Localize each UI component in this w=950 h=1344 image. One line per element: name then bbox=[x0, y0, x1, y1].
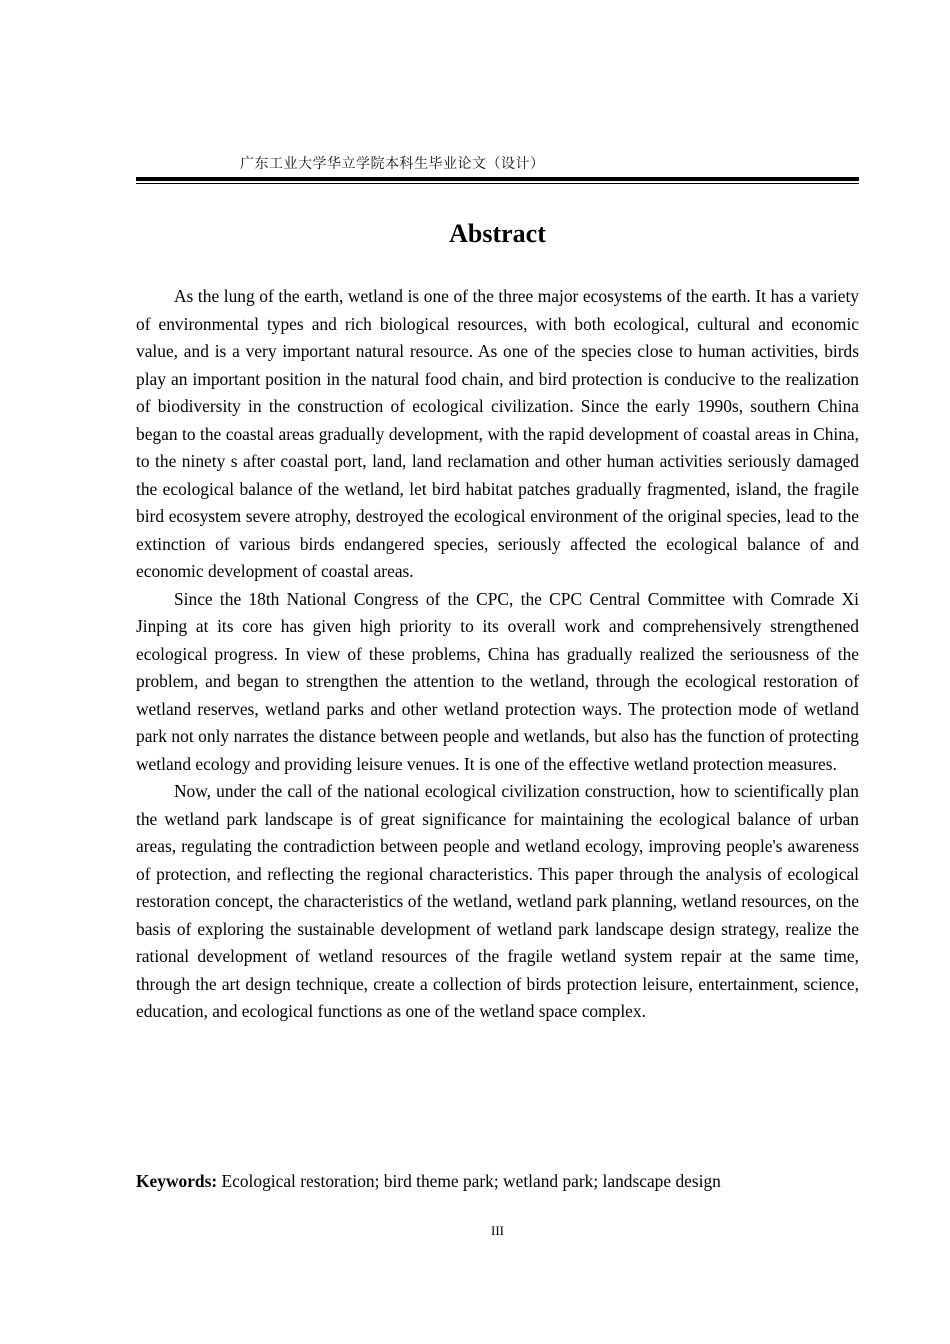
abstract-paragraph-3: Now, under the call of the national ecological civilization construction, how to scientifically plan the wetland park landscape is of great significance for maintaining the ecological balance of urban areas, regulating the contradiction between people and wetland ecology, improving people's awareness of protection, and reflecting the regional characteristics. This paper through the analysis of ecological restoration concept, the characteristics of the wetland, wetland park planning, wetland resources, on the basis of exploring the sustainable development of wetland park landscape design strategy, realize the rational development of wetland resources of the fragile wetland system repair at the same time, through the art design technique, create a collection of birds protection leisure, entertainment, science, education, and ecological functions as one of the wetland space complex. bbox=[136, 781, 859, 1021]
abstract-paragraph-2: Since the 18th National Congress of the CPC, the CPC Central Committee with Comrade Xi Jinping at its core has given high priority to its overall work and comprehensively strengthened ecological progress. In view of these problems, China has gradually realized the seriousness of the problem, and began to strengthen the attention to the wetland, through the ecological restoration of wetland reserves, wetland parks and other wetland protection ways. The protection mode of wetland park not only narrates the distance between people and wetlands, but also has the function of protecting wetland ecology and providing leisure venues. It is one of the effective wetland protection measures. bbox=[136, 588, 859, 774]
header-rule-thin bbox=[136, 183, 859, 184]
keywords-line bbox=[136, 1168, 859, 1196]
running-header: 广东工业大学华立学院本科生毕业论文（设计） bbox=[240, 156, 545, 172]
keywords-label: Keywords: bbox=[136, 1171, 218, 1191]
page-title: Abstract bbox=[449, 219, 546, 248]
page-number: III bbox=[491, 1223, 504, 1238]
abstract-body bbox=[136, 283, 859, 1026]
header-rule-thick bbox=[136, 177, 859, 181]
keywords-text: Ecological restoration; bird theme park; wetland park; landscape design bbox=[221, 1171, 721, 1191]
abstract-paragraph-1: As the lung of the earth, wetland is one of the three major ecosystems of the earth. It has a variety of environmental types and rich biological resources, with both ecological, cultural and economic value, and is a very important natural resource. As one of the species close to human activities, birds play an important position in the natural food chain, and bird protection is conducive to the realization of biodiversity in the construction of ecological civilization. Since the early 1990s, southern China began to the coastal areas gradually development, with the rapid development of coastal areas in China, to the ninety s after coastal port, land, land reclamation and other human activities seriously damaged the ecological balance of the wetland, let bird habitat patches gradually fragmented, island, the fragile bird ecosystem severe atrophy, destroyed the ecological environment of the original species, lead to the extinction of various birds endangered species, seriously affected the ecological balance of and economic development of coastal areas. bbox=[136, 286, 859, 581]
